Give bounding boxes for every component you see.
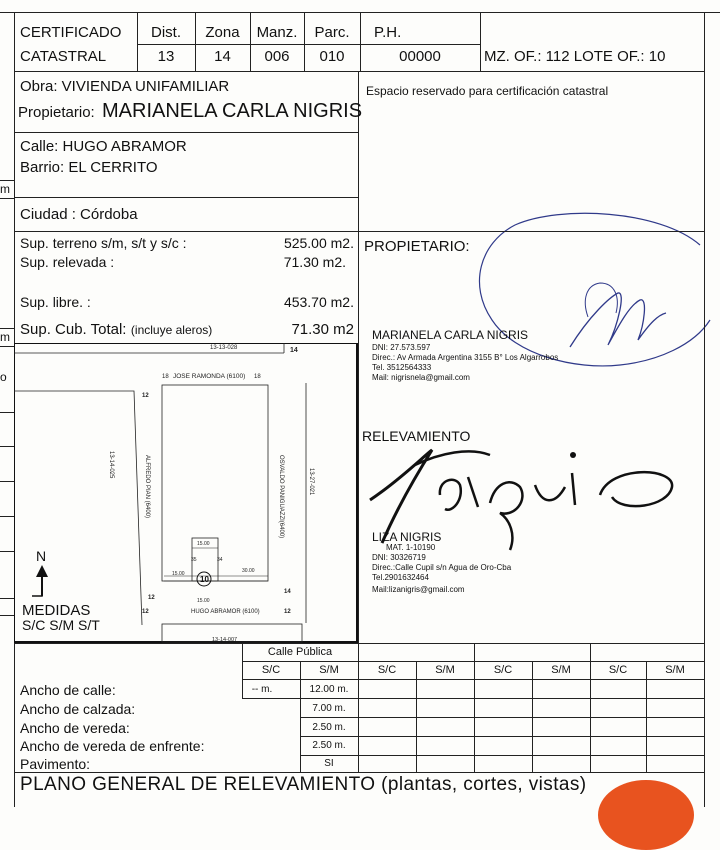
margin-tick-9 xyxy=(0,551,14,552)
manz-label: Manz. xyxy=(256,24,298,41)
margin-tick-3 xyxy=(0,328,14,329)
table-col-3 xyxy=(416,661,417,772)
table-col-6 xyxy=(590,643,591,772)
sup-libre-value: 453.70 m2. xyxy=(283,294,354,310)
obra-line-2 xyxy=(14,197,358,198)
sup-cub-value: 71.30 m2 xyxy=(291,321,354,338)
map-top-14: 14 xyxy=(290,347,298,354)
relevamiento-title: RELEVAMIENTO xyxy=(362,428,471,444)
map-frame xyxy=(14,343,357,642)
table-col-5 xyxy=(532,661,533,772)
map-num-12-d: 12 xyxy=(284,609,291,615)
sup-terreno-label: Sup. terreno s/m, s/t y s/c : xyxy=(20,235,187,251)
margin-tick-6 xyxy=(0,446,14,447)
row-label-pavimento: Pavimento: xyxy=(20,756,91,772)
table-col-7 xyxy=(646,661,647,772)
map-dim-34: 34 xyxy=(217,557,223,563)
zona-value: 14 xyxy=(214,48,231,65)
subheader-7: S/C xyxy=(608,664,628,676)
margin-letter-m1: m xyxy=(0,182,10,196)
map-num-14: 14 xyxy=(284,589,291,595)
table-row-line-2 xyxy=(300,717,704,718)
relevamiento-mat: MAT. 1-10190 xyxy=(386,543,436,552)
table-row-line-3 xyxy=(300,736,704,737)
obra-line-1 xyxy=(14,132,358,133)
parc-value: 010 xyxy=(319,48,345,65)
row-sm-pavimento: SI xyxy=(324,758,334,769)
row-sm-ancho-calle: 12.00 m. xyxy=(309,684,349,695)
row-sc-ancho-calle: -- m. xyxy=(251,684,273,695)
map-top-parcel: 13-13-028 xyxy=(210,345,238,351)
table-col-4 xyxy=(474,643,475,772)
dist-label: Dist. xyxy=(151,24,181,41)
ph-value: 00000 xyxy=(399,48,441,65)
relevamiento-direc: Direc.:Calle Cupil s/n Agua de Oro-Cba xyxy=(372,563,512,572)
margin-tick-7 xyxy=(0,481,14,482)
map-medidas-sub: S/C S/M S/T xyxy=(22,617,100,633)
espacio-reservado: Espacio reservado para certificación catastral xyxy=(366,84,609,98)
margin-letter-m2: m xyxy=(0,330,10,344)
map-street-bottom: HUGO ABRAMOR (6100) xyxy=(191,609,260,615)
map-street-top-num-right: 18 xyxy=(254,374,261,380)
margin-letter-o: o xyxy=(0,370,7,384)
map-street-top-num-left: 18 xyxy=(162,374,169,380)
frame-right xyxy=(704,12,705,807)
sup-cub-label-main: Sup. Cub. Total: xyxy=(20,321,127,338)
subheader-8: S/M xyxy=(665,664,685,676)
propietario-box-name: MARIANELA CARLA NIGRIS xyxy=(372,328,529,342)
table-row-line-4 xyxy=(300,755,704,756)
parc-label: Parc. xyxy=(314,24,350,41)
calle-publica-title: Calle Pública xyxy=(267,646,333,658)
propietario-label: Propietario: xyxy=(18,104,95,121)
margin-tick-5 xyxy=(0,412,14,413)
map-dim-15-bottom: 15.00 xyxy=(197,598,210,604)
map-parcel-right: 13-27-021 xyxy=(308,468,314,496)
map-dim-15-top: 15.00 xyxy=(197,541,210,547)
margin-tick-10 xyxy=(0,598,14,599)
sup-libre-label: Sup. libre. : xyxy=(20,294,91,310)
middle-separator xyxy=(358,71,359,643)
dist-value: 13 xyxy=(157,48,175,65)
propietario-box-tel: Tel. 3512564333 xyxy=(372,363,432,372)
table-sub-line xyxy=(242,661,704,662)
map-north-label: N xyxy=(36,548,47,564)
sup-relevada-label: Sup. relevada : xyxy=(20,254,115,270)
subheader-2: S/M xyxy=(319,664,339,676)
relevamiento-name: LIZA NIGRIS xyxy=(372,530,442,544)
map-dim-15-left: 15.00 xyxy=(172,571,185,577)
table-bottom-line xyxy=(14,772,704,773)
table-col-1 xyxy=(300,661,301,772)
relevamiento-tel: Tel.2901632464 xyxy=(372,573,429,582)
relevamiento-mail: Mail:lizanigris@gmail.com xyxy=(372,585,465,594)
margin-tick-8 xyxy=(0,516,14,517)
margin-tick-11 xyxy=(0,615,14,616)
zona-label: Zona xyxy=(205,24,240,41)
propietario-value: MARIANELA CARLA NIGRIS xyxy=(102,100,363,122)
certificado-label-1: CERTIFICADO xyxy=(20,24,122,41)
table-col-2 xyxy=(358,643,359,772)
subheader-6: S/M xyxy=(551,664,571,676)
subheader-1: S/C xyxy=(261,664,281,676)
map-main-block xyxy=(162,385,268,581)
obra-text: Obra: VIVIENDA UNIFAMILIAR xyxy=(20,78,230,95)
row-sm-ancho-vereda-enfrente: 2.50 m. xyxy=(312,740,346,751)
row-label-ancho-vereda-enfrente: Ancho de vereda de enfrente: xyxy=(20,738,205,754)
propietario-box-title: PROPIETARIO: xyxy=(364,238,470,255)
map-num-12-a: 12 xyxy=(142,393,149,399)
plano-title: PLANO GENERAL DE RELEVAMIENTO (plantas, cortes, vistas) xyxy=(20,774,587,795)
map-street-right: OSVALDO PANIGUAZZI(6400) xyxy=(278,455,284,539)
margin-tick-4 xyxy=(0,346,14,347)
table-row-line-1 xyxy=(242,698,704,699)
location-map xyxy=(14,343,358,643)
row-sm-ancho-calzada: 7.00 m. xyxy=(312,703,346,714)
map-left-block xyxy=(14,391,142,625)
row-label-ancho-vereda: Ancho de vereda: xyxy=(20,720,130,736)
ciudad-text: Ciudad : Córdoba xyxy=(20,206,138,223)
table-top-line xyxy=(14,643,704,644)
subheader-4: S/M xyxy=(435,664,455,676)
row-sm-ancho-vereda: 2.50 m. xyxy=(312,722,346,733)
sup-cub-note: (incluye aleros) xyxy=(130,323,213,337)
header-mid-line xyxy=(137,44,480,45)
map-dim-30: 30.00 xyxy=(242,568,255,574)
propietario-box-direc: Direc.: Av Armada Argentina 3155 B° Los Algarrobos xyxy=(372,353,559,362)
map-parcel-bottom: 13-14-007 xyxy=(212,637,238,643)
map-lot-number: 10 xyxy=(200,575,209,584)
map-street-top: JOSE RAMONDA (6100) xyxy=(173,373,246,380)
certificado-label-2: CATASTRAL xyxy=(20,48,107,65)
mz-lote-oficial: MZ. OF.: 112 LOTE OF.: 10 xyxy=(484,48,666,65)
table-head-line xyxy=(242,679,704,680)
propietario-box-mail: Mail: nigrisnela@gmail.com xyxy=(372,373,470,382)
sup-cub-label xyxy=(20,321,212,339)
ph-label: P.H. xyxy=(374,24,402,41)
subheader-3: S/C xyxy=(377,664,397,676)
orange-stamp xyxy=(598,780,694,850)
relevamiento-dni: DNI: 30326719 xyxy=(372,553,426,562)
barrio-text: Barrio: EL CERRITO xyxy=(20,159,158,176)
sup-terreno-value: 525.00 m2. xyxy=(283,235,354,251)
map-parcel-left: 13-14-025 xyxy=(108,451,114,479)
propietario-box-dni: DNI: 27.573.597 xyxy=(372,343,431,352)
sup-relevada-value: 71.30 m2. xyxy=(283,254,346,270)
header-bottom-line xyxy=(14,71,704,72)
margin-tick-2 xyxy=(0,198,14,199)
manz-value: 006 xyxy=(264,48,290,65)
map-num-12-c: 12 xyxy=(142,609,149,615)
map-north-arrow-head xyxy=(36,565,48,577)
margin-tick-1 xyxy=(0,180,14,181)
map-street-left: ALFREDO PIAN (6400) xyxy=(144,455,150,519)
row-label-ancho-calle: Ancho de calle: xyxy=(20,682,116,698)
subheader-5: S/C xyxy=(493,664,513,676)
map-north-arrow-base xyxy=(32,586,42,596)
map-dim-35: 35 xyxy=(191,557,197,563)
calle-text: Calle: HUGO ABRAMOR xyxy=(20,138,187,155)
map-medidas: MEDIDAS xyxy=(22,602,91,619)
map-num-12-b: 12 xyxy=(148,595,155,601)
row-label-ancho-calzada: Ancho de calzada: xyxy=(20,701,136,717)
header-sep-6 xyxy=(480,12,481,71)
obra-line-3 xyxy=(14,231,704,232)
